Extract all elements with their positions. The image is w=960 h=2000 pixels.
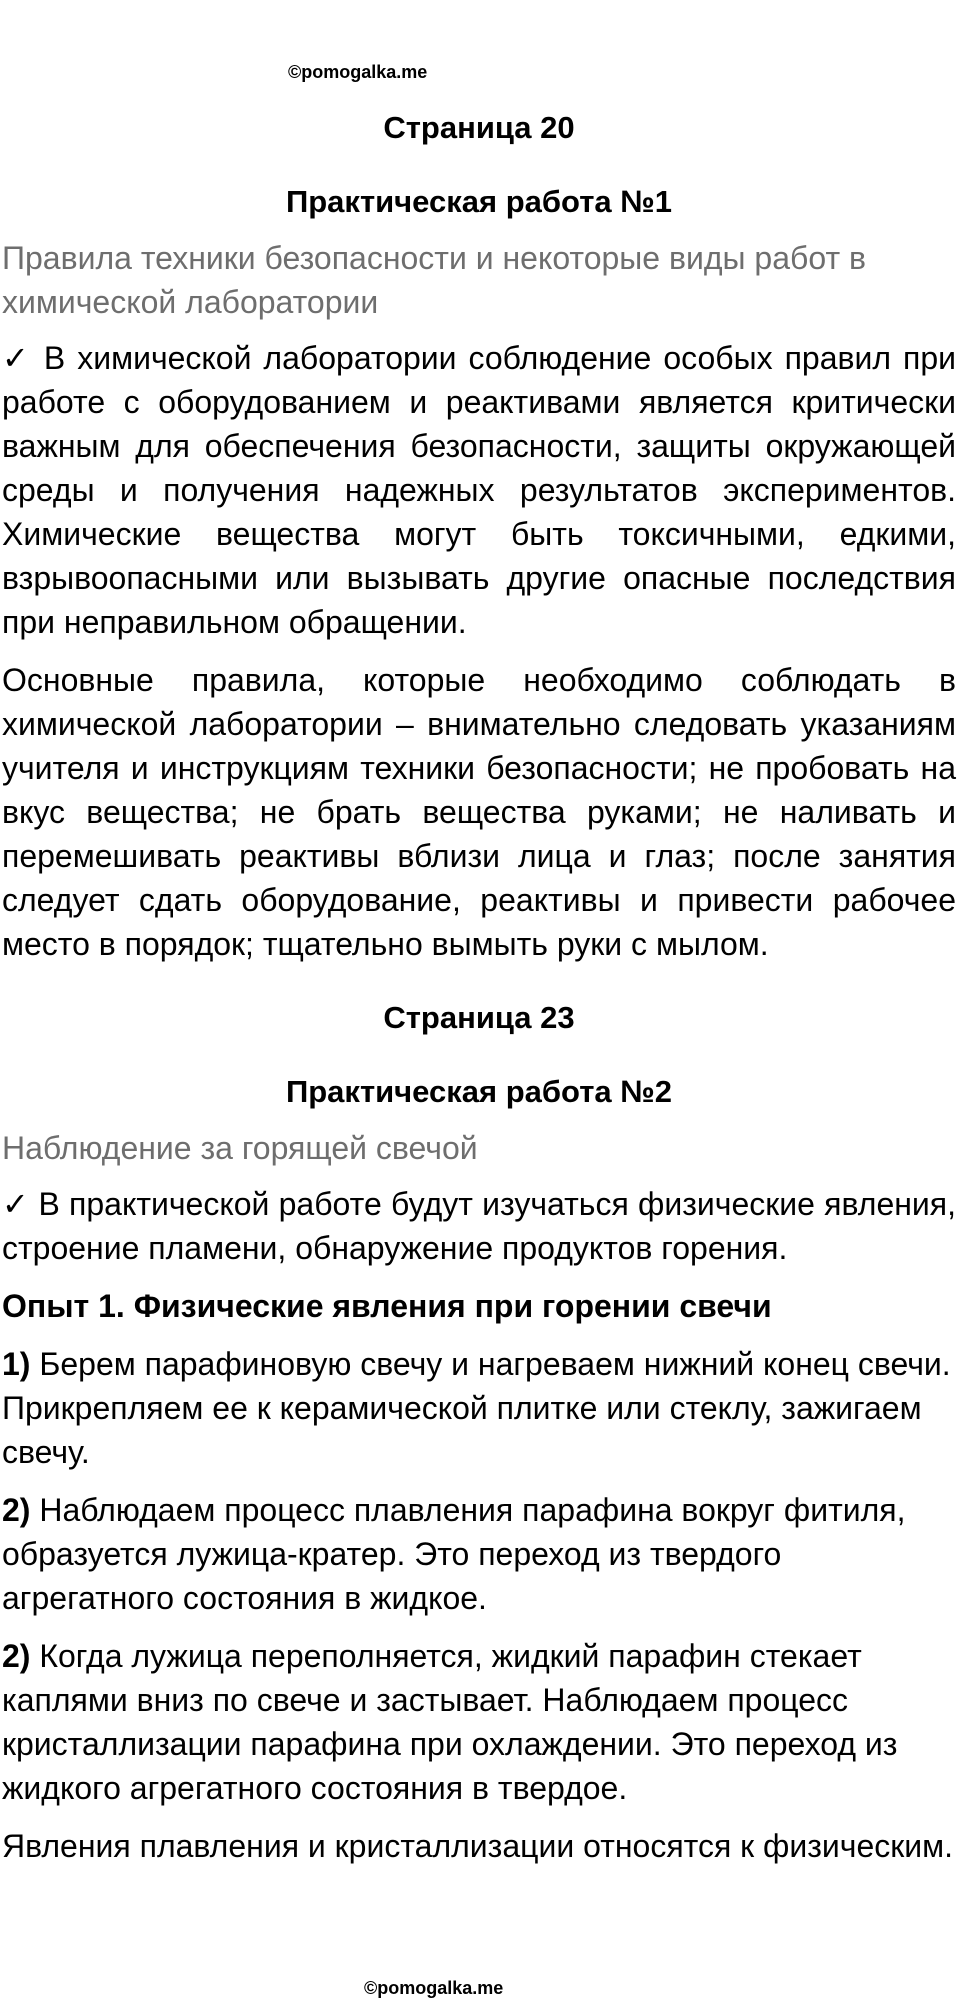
page-heading-23: Страница 23 [383,1000,575,1035]
section1-paragraph-1-text: В химической лаборатории соблюдение особых правил при работе с оборудованием и реактивами является критически важным для обеспечения безопасности, защиты окружающей среды и получения надежных результатов экспериментов. Химические вещества могут быть токсичными, едкими, взрывоопасными или вызывать другие опасные последствия при неправильном обращении. [2,340,957,640]
section1-paragraph-1 [2,336,956,644]
section2-intro-text: В практической работе будут изучаться физические явления, строение пламени, обнаружение продуктов горения. [2,1186,957,1266]
experiment-1-title: Опыт 1. Физические явления при горении свечи [2,1288,772,1324]
step-number: 2) [2,1638,31,1674]
page-heading-20: Страница 20 [383,110,575,145]
experiment-step-3 [2,1634,956,1810]
step-text: Берем парафиновую свечу и нагреваем нижний конец свечи. Прикрепляем ее к керамической плитке или стеклу, зажигаем свечу. [2,1346,951,1470]
experiment-step-2 [2,1488,956,1620]
watermark-bottom: ©pomogalka.me [364,1978,504,1998]
practical-work-1-topic: Правила техники безопасности и некоторые виды работ в химической лаборатории [2,240,866,320]
document-content [2,106,956,1882]
check-mark-icon: ✓ [2,1185,30,1223]
practical-work-1-title: Практическая работа №1 [285,184,673,219]
practical-work-2-topic: Наблюдение за горящей свечой [2,1130,478,1166]
experiment-conclusion: Явления плавления и кристаллизации относятся к физическим. [2,1828,954,1864]
section2-intro [2,1182,956,1270]
step-text: Когда лужица переполняется, жидкий парафин стекает каплями вниз по свече и застывает. Наблюдаем процесс кристаллизации парафина при охлаждении. Это переход из жидкого агрегатного состояния в твердое. [2,1638,898,1806]
check-mark-icon: ✓ [2,339,32,377]
step-text: Наблюдаем процесс плавления парафина вокруг фитиля, образуется лужица-кратер. Это переход из твердого агрегатного состояния в жидкое. [2,1492,906,1616]
watermark-top: ©pomogalka.me [288,62,428,82]
practical-work-2-title: Практическая работа №2 [285,1074,673,1109]
section1-paragraph-2: Основные правила, которые необходимо соблюдать в химической лаборатории – внимательно следовать указаниям учителя и инструкциям техники безопасности; не пробовать на вкус вещества; не брать вещества руками; не наливать и перемешивать реактивы вблизи лица и глаз; после занятия следует сдать оборудование, реактивы и привести рабочее место в порядок; тщательно вымыть руки с мылом. [2,662,956,962]
experiment-step-1 [2,1342,956,1474]
step-number: 2) [2,1492,31,1528]
step-number: 1) [2,1346,31,1382]
